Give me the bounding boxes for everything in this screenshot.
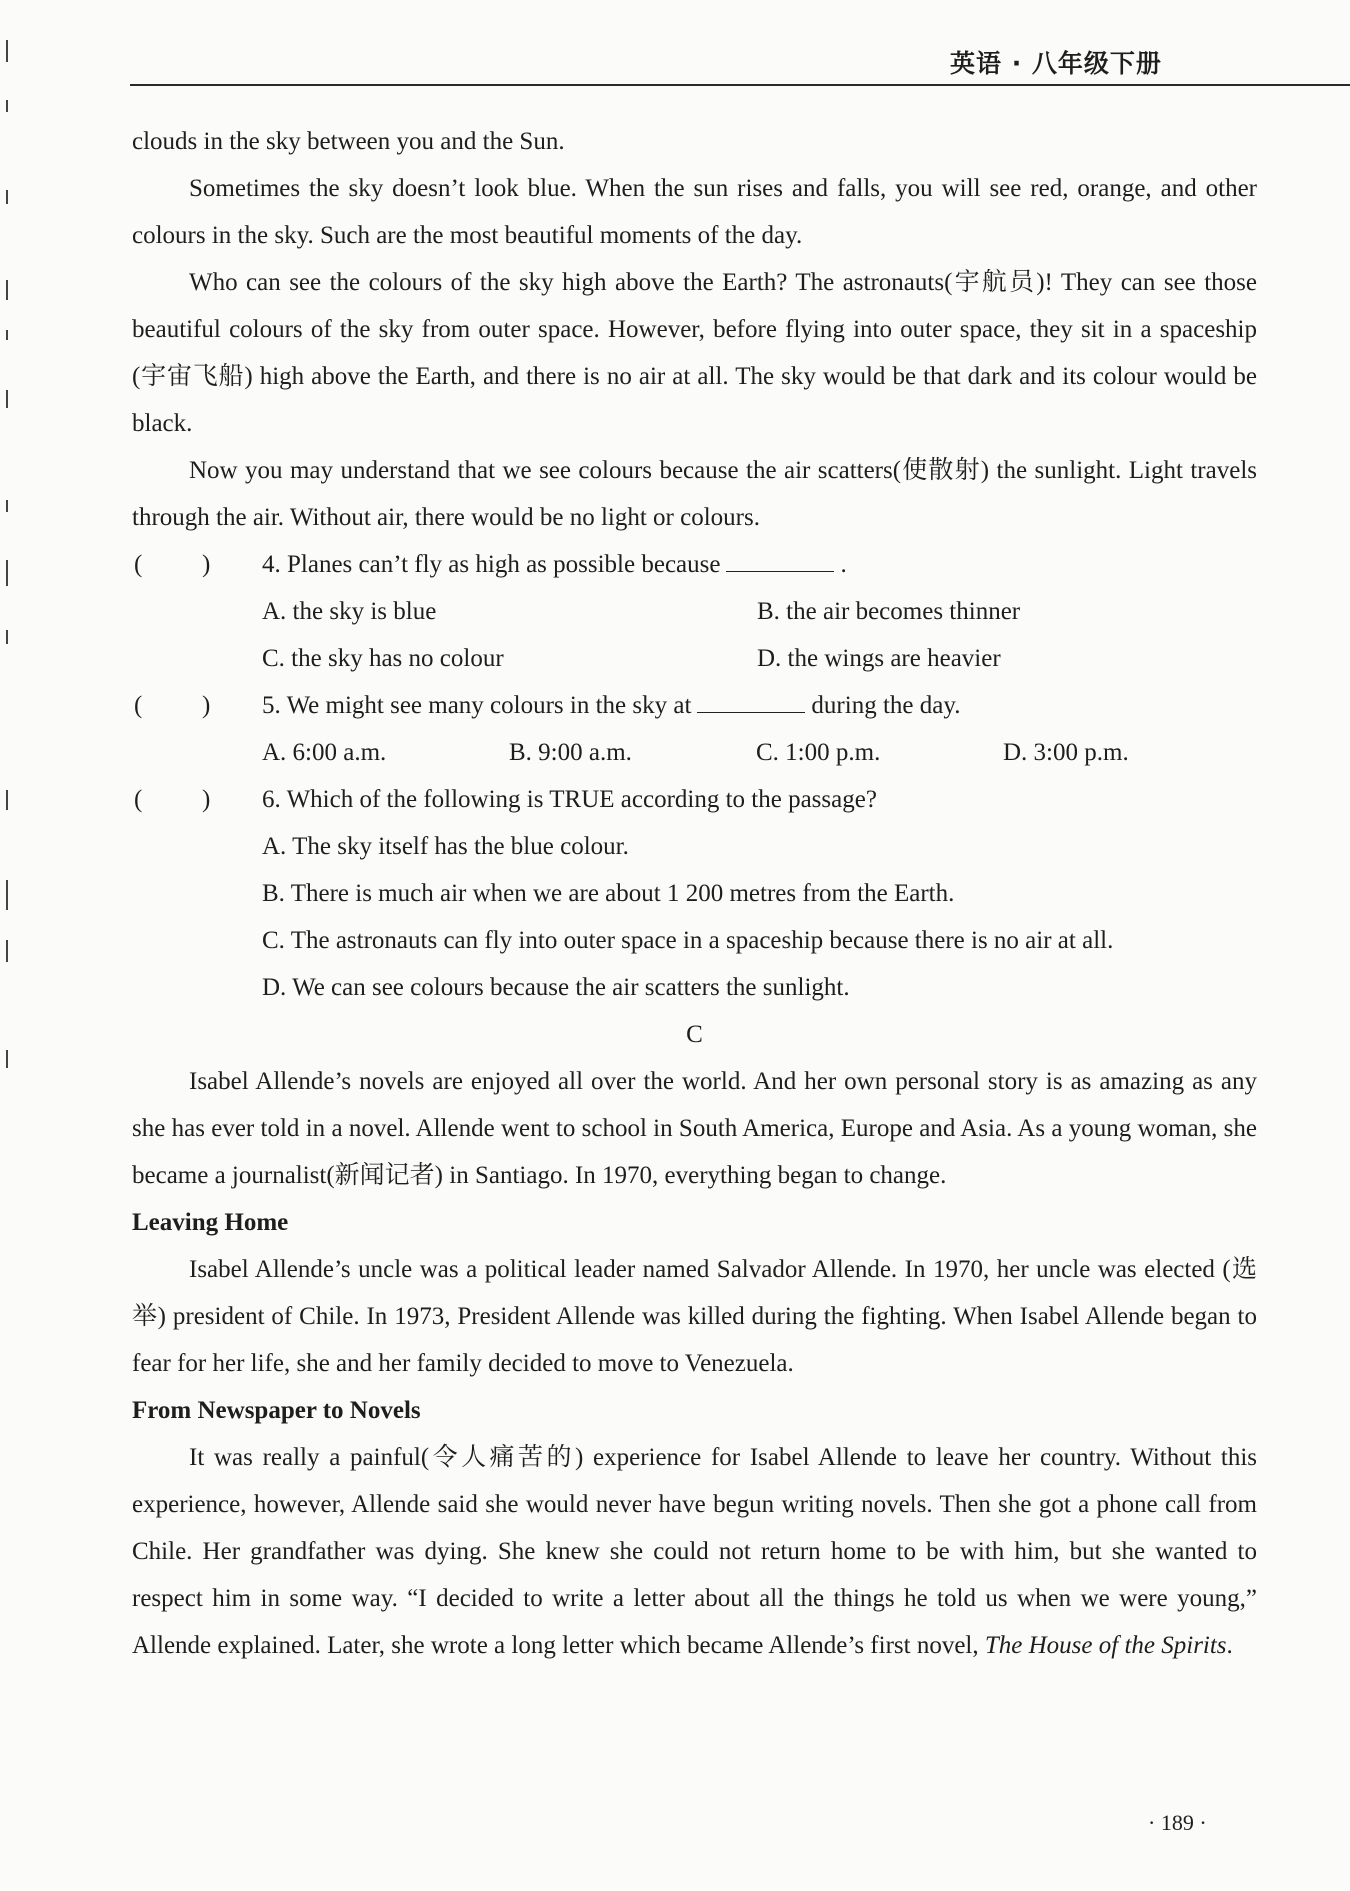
- paragraph-continued: clouds in the sky between you and the Sun.: [132, 128, 565, 155]
- paragraph-intro: Isabel Allende’s novels are enjoyed all over the world. And her own personal story is as amazing as any she has ever told in a novel. Allende went to school in South America, Europe and Asia. As a young woman, she became a journalist(新闻记者) in Santiago. In 1970, everything began to change.: [132, 1068, 1257, 1189]
- page-number: · 189 ·: [1148, 1810, 1207, 1835]
- question-stem-end: .: [840, 551, 847, 578]
- answer-blank: [697, 682, 805, 713]
- options-row: [132, 588, 1257, 635]
- question-number: 6.: [262, 786, 281, 813]
- paragraph-end: .: [1226, 1632, 1233, 1659]
- option-a: A. the sky is blue: [262, 598, 437, 625]
- binding-margin-marks: [4, 30, 14, 1130]
- paragraph-newspaper-novels: [132, 1434, 1257, 1669]
- option-b: B. the air becomes thinner: [757, 598, 1021, 625]
- subheading-newspaper-novels: From Newspaper to Novels: [132, 1397, 421, 1424]
- header-rule: [130, 84, 1350, 86]
- question-stem: We might see many colours in the sky at: [286, 692, 692, 719]
- paragraph-astronauts: Who can see the colours of the sky high above the Earth? The astronauts(宇航员)! They can see those beautiful colours of the sky from outer space. However, before flying into outer space, they sit in a spaceship (宇宙飞船) high above the Earth, and there is no air at all. The sky would be that dark and its colour would be black.: [132, 269, 1257, 437]
- section-letter: C: [686, 1021, 703, 1048]
- running-header: 英语 · 八年级下册: [950, 49, 1162, 78]
- question-stem: Which of the following is TRUE according to the passage?: [286, 786, 877, 813]
- answer-bracket-open: (: [134, 551, 143, 578]
- question-number: 4.: [262, 551, 281, 578]
- options-row: [132, 729, 1257, 776]
- option-c: C. The astronauts can fly into outer space in a spaceship because there is no air at all.: [262, 927, 1114, 954]
- answer-bracket-close: ): [202, 551, 211, 578]
- question-6: [132, 776, 1257, 823]
- option-c: C. the sky has no colour: [262, 645, 504, 672]
- question-5: [132, 682, 1257, 729]
- subheading-leaving-home: Leaving Home: [132, 1209, 289, 1236]
- question-stem: Planes can’t fly as high as possible because: [287, 551, 721, 578]
- question-4: [132, 541, 1257, 588]
- page-content: [132, 118, 1257, 1669]
- option-b: B. 9:00 a.m.: [509, 739, 632, 766]
- answer-bracket-open: (: [134, 786, 143, 813]
- paragraph-text: It was really a painful(令人痛苦的) experience for Isabel Allende to leave her country. Without this experience, however, Allende said she would never have begun writing novels. Then she got a phone call from Chile. Her grandfather was dying. She knew she could not return home to be with him, but she wanted to respect him in some way. “I decided to write a letter about all the things he told us when we were young,” Allende explained. Later, she wrote a long letter which became Allende’s first novel,: [132, 1444, 1257, 1659]
- paragraph-leaving-home: Isabel Allende’s uncle was a political leader named Salvador Allende. In 1970, her uncle was elected (选举) president of Chile. In 1973, President Allende was killed during the fighting. When Isabel Allende began to fear for her life, she and her family decided to move to Venezuela.: [132, 1256, 1257, 1377]
- question-stem-end: during the day.: [811, 692, 961, 719]
- options-row: [132, 635, 1257, 682]
- paragraph-scatter: Now you may understand that we see colours because the air scatters(使散射) the sunlight. Light travels through the air. Without air, there would be no light or colours.: [132, 457, 1257, 531]
- answer-bracket-open: (: [134, 692, 143, 719]
- answer-bracket-close: ): [202, 786, 211, 813]
- answer-bracket-close: ): [202, 692, 211, 719]
- option-d: D. the wings are heavier: [757, 645, 1001, 672]
- paragraph-sunrise: Sometimes the sky doesn’t look blue. When the sun rises and falls, you will see red, orange, and other colours in the sky. Such are the most beautiful moments of the day.: [132, 175, 1257, 249]
- option-c: C. 1:00 p.m.: [756, 739, 881, 766]
- option-a: A. 6:00 a.m.: [262, 739, 387, 766]
- novel-title: The House of the Spirits: [984, 1632, 1227, 1659]
- option-d: D. 3:00 p.m.: [1003, 739, 1129, 766]
- option-d: D. We can see colours because the air scatters the sunlight.: [262, 974, 850, 1001]
- option-a: A. The sky itself has the blue colour.: [262, 833, 629, 860]
- option-b: B. There is much air when we are about 1 200 metres from the Earth.: [262, 880, 955, 907]
- question-number: 5.: [262, 692, 281, 719]
- answer-blank: [726, 541, 834, 572]
